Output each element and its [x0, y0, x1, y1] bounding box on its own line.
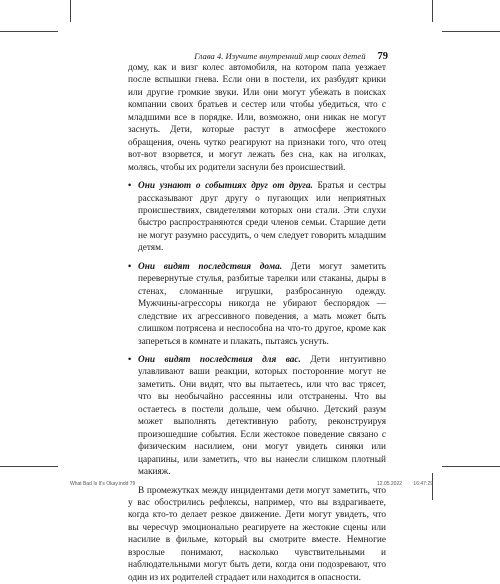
print-date: 12.05.2022 [377, 481, 402, 487]
crop-mark-left-bottom [0, 466, 58, 467]
bullet-item-home [128, 261, 386, 348]
bullet-text: Братья и сестры рассказывают друг другу о пугающих или неприятных происшествиях, свидетелями которых они стали. Эти слухи быстро распространяются среди членов семьи. Старшие дети не могут разумно рассудить, о чем следует говорить младшим детям. [138, 181, 386, 253]
bullet-marker: • [128, 261, 131, 273]
file-label: What Bad Is It's Okay.indd 79 [70, 481, 135, 487]
paragraph: В промежутках между инцидентами дети могут заметить, что у вас обострились рефлексы, например, что вы вздрагиваете, когда кто-то делает резкое движение. Дети могут увидеть, что вы чересчур эмоционально реагируете на жестокие сцены или насилие в фильме, который вы смотрите вместе. Немногие взрослые понимают, насколько чувствительными и наблюдательными могут быть дети, когда они подозревают, что один из их родителей страдает или находится в опасности. [128, 485, 386, 584]
crop-mark-right-top [442, 31, 500, 32]
crop-mark-top-left [70, 0, 71, 22]
bullet-lead: Они видят последствия для вас. [138, 355, 301, 365]
crop-mark-left-top [0, 31, 58, 32]
bullet-text: Дети могут заметить перевернутые стулья, разбитые тарелки или стаканы, дыры в стенах, сломанные игрушки, разбросанную одежду. Мужчины-агрессоры никогда не убирают беспорядок — следствие их агрессивного поведения, а мать может быть слишком потрясена и неспособна на что-то другое, кроме как запереться в комнате и плакать, пытаясь уснуть. [138, 262, 386, 347]
print-time: 16:47:29 [413, 481, 432, 487]
body-text [128, 62, 386, 584]
bullet-lead: Они видят последствия дома. [138, 262, 282, 272]
crop-mark-top-right [432, 0, 433, 22]
paragraph-continued: дому, как и визг колес автомобиля, на котором папа уезжает после вспышки гнева. Если они в постели, их разбудят крики или другие громкие звуки. Или они могут убежать в поисках компании своих братьев и сестер или чтобы убедиться, что с младшими все в порядке. Или, возможно, они никак не могут заснуть. Дети, которые растут в атмосфере жестокого обращения, очень чутко реагируют на признаки того, что отец вот-вот взорвется, и могут лежать без сна, как на иголках, молясь, чтобы их родители заснули без происшествий. [128, 62, 386, 174]
bullet-item-you [128, 354, 386, 479]
running-title: Глава 4. Изучите внутренний мир своих детей [194, 51, 365, 61]
print-timestamp [377, 481, 443, 487]
bullet-marker: • [128, 180, 131, 192]
bullet-lead: Они узнают о событиях друг от друга. [138, 181, 313, 191]
bullet-text: Дети интуитивно улавливают ваши реакции, которых посторонние могут не заметить. Они видят, что вы пытаетесь, или что вас трясет, что вы необычайно рассеянны или отстранены. Что вы остаетесь в постели дольше, чем обычно. Детский разум может выполнять детективную работу, реконструируя произошедшие события. Если жестокое поведение связано с физическим насилием, они могут увидеть синяки или царапины, или заметить, что вы нанесли слишком плотный макияж. [138, 355, 386, 477]
page-number: 79 [378, 51, 389, 62]
crop-mark-right-bottom [442, 466, 500, 467]
bullet-marker: • [128, 354, 131, 366]
bullet-item-siblings [128, 180, 386, 255]
